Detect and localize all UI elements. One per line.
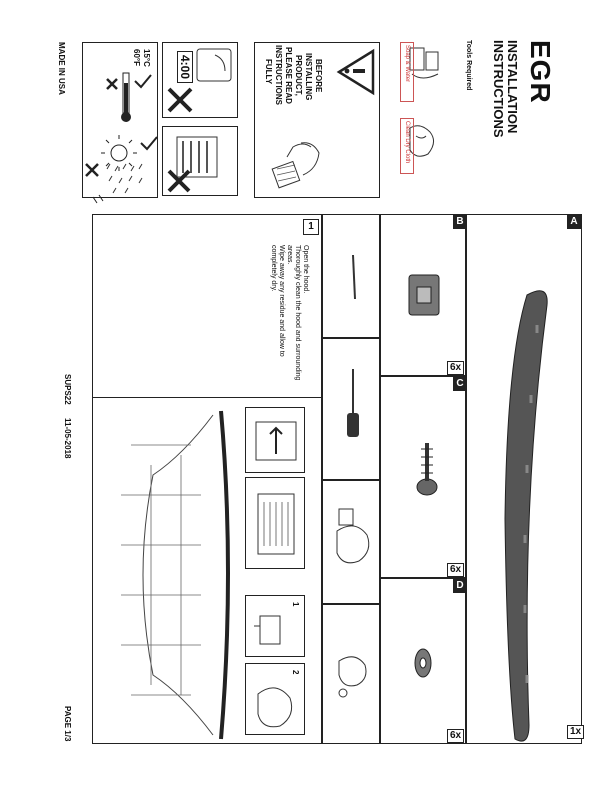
temp-celsius: 15°C xyxy=(142,49,151,67)
page-number: PAGE 1/3 xyxy=(63,706,72,742)
substep-1-number: 1 xyxy=(291,602,300,607)
warning-line-3: PRODUCT, xyxy=(294,55,303,96)
title-line-2: INSTRUCTIONS xyxy=(491,40,506,138)
screw-icon xyxy=(381,377,467,579)
step-1-line-5: completely dry. xyxy=(270,245,277,292)
washer-icon xyxy=(381,579,467,745)
part-b-label: B xyxy=(453,215,467,229)
tool-row-d xyxy=(322,604,380,744)
step-1-line-3: areas. xyxy=(286,245,293,265)
no-automatic-wash-icon xyxy=(163,127,239,197)
substep-2-number: 2 xyxy=(291,670,300,675)
title-line-1: INSTALLATION xyxy=(505,40,520,134)
spray-bottle-icon xyxy=(246,596,306,658)
part-d-label: D xyxy=(453,579,467,593)
step-divider xyxy=(93,397,321,398)
screwdriver-icon xyxy=(323,339,381,481)
part-b-quantity: 6x xyxy=(447,361,464,375)
part-b-panel xyxy=(380,214,466,376)
part-d-quantity: 6x xyxy=(447,729,464,743)
hood-underside-illustration xyxy=(101,405,241,745)
part-d-panel xyxy=(380,578,466,744)
drill-icon xyxy=(323,605,381,745)
pin-tool-icon xyxy=(323,215,381,339)
brush-wash-warning-box xyxy=(162,126,238,196)
part-a-label: A xyxy=(567,215,581,229)
part-a-panel xyxy=(466,214,582,744)
step-1-substep-2 xyxy=(245,663,305,735)
doc-date: 11-05-2018 xyxy=(63,418,72,459)
brand-logo: EGR xyxy=(525,40,556,104)
warning-box xyxy=(254,42,380,198)
part-a-quantity: 1x xyxy=(567,725,584,739)
tool-row-c2 xyxy=(322,480,380,604)
truck-front-icon xyxy=(246,478,306,570)
clip-icon xyxy=(381,215,467,377)
step-1-substep-1 xyxy=(245,595,305,657)
step-1-hood-open-inset xyxy=(245,407,305,473)
wiping-hand-icon xyxy=(246,664,306,736)
hood-deflector-illustration xyxy=(467,215,583,745)
no-rain-icon xyxy=(82,160,158,200)
no-car-wash-icon xyxy=(163,43,239,119)
tool-label-cloth: Clean Dry Cloth xyxy=(404,121,410,164)
warning-line-4: PLEASE READ xyxy=(284,47,293,104)
doc-code: SUPS22 xyxy=(63,374,72,405)
person-reading-illustration xyxy=(263,135,323,195)
tool-row-c xyxy=(322,338,380,480)
wash-timer: 4:00 xyxy=(177,51,193,83)
warning-line-1: BEFORE xyxy=(314,59,323,93)
warning-line-5: INSTRUCTIONS xyxy=(274,45,283,105)
step-1-number: 1 xyxy=(303,219,319,235)
step-1-panel xyxy=(92,214,322,744)
step-1-line-2: Thoroughly clean the hood and surrounding xyxy=(294,245,301,381)
tool-label-soap: Soap & Water xyxy=(404,45,410,83)
step-1-line-1: Open the hood. xyxy=(302,245,309,294)
warning-line-6: FULLY xyxy=(264,59,273,85)
part-c-panel xyxy=(380,376,466,578)
temp-fahrenheit: 60°F xyxy=(132,49,141,66)
step-1-truck-front-inset xyxy=(245,477,305,569)
part-c-label: C xyxy=(453,377,467,391)
warning-line-2: INSTALLING xyxy=(304,53,313,101)
made-in-usa: MADE IN USA xyxy=(57,42,66,95)
tool-row-b xyxy=(322,214,380,338)
tools-heading: Tools Required xyxy=(465,40,472,91)
step-1-line-4: Wipe away any residue and allow to xyxy=(278,245,285,357)
hand-clean-icon xyxy=(323,481,381,605)
hood-open-icon xyxy=(246,408,306,474)
washing-warning-box xyxy=(162,42,238,118)
warning-triangle-icon xyxy=(335,49,375,95)
part-c-quantity: 6x xyxy=(447,563,464,577)
